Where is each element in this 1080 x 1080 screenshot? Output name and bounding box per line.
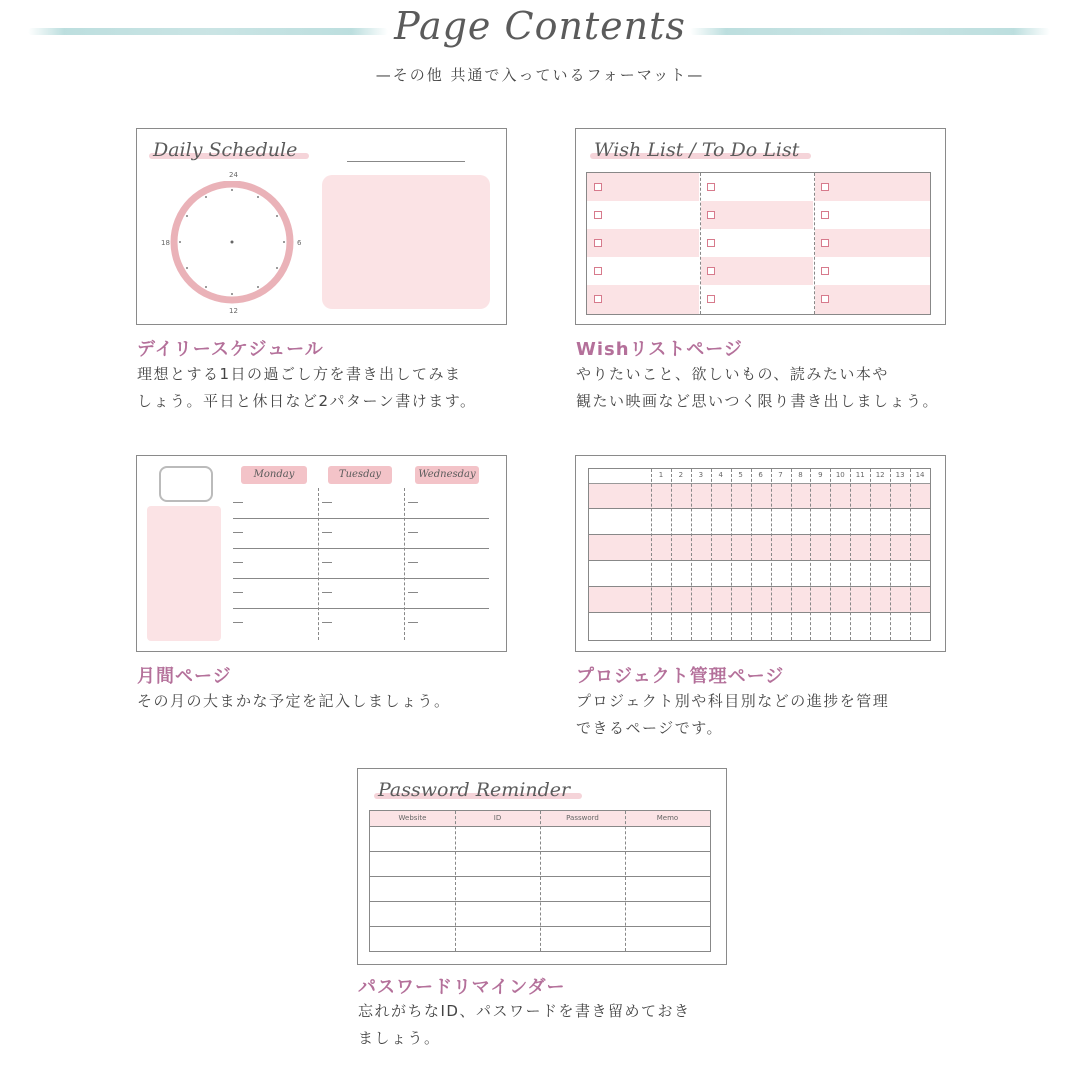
project-column-separator xyxy=(771,469,772,640)
project-column-separator xyxy=(791,469,792,640)
project-day-number: 4 xyxy=(718,471,723,479)
project-column-separator xyxy=(850,469,851,640)
password-col-memo: Memo xyxy=(656,814,679,822)
clock-face xyxy=(169,181,297,305)
password-card xyxy=(357,768,727,965)
project-column-separator xyxy=(711,469,712,640)
wish-list-card xyxy=(575,128,946,325)
project-day-number: 2 xyxy=(678,471,684,479)
daily-schedule-card xyxy=(136,128,507,325)
desc-line: 理想とする1日の過ごし方を書き出してみま xyxy=(137,365,462,383)
page-title: Page Contents xyxy=(394,4,686,48)
desc-line: できるページです。 xyxy=(576,719,724,737)
wish-list-grid xyxy=(586,172,931,315)
password-heading: パスワードリマインダー xyxy=(358,977,566,998)
project-column-separator xyxy=(810,469,811,640)
desc-line: やりたいこと、欲しいもの、読みたい本や xyxy=(576,365,889,383)
project-column-separator xyxy=(751,469,752,640)
project-day-number: 14 xyxy=(915,471,925,479)
password-card-title: Password Reminder xyxy=(378,779,570,801)
project-grid xyxy=(588,468,931,641)
project-day-number: 13 xyxy=(895,471,905,479)
checkbox[interactable] xyxy=(594,211,602,219)
checkbox[interactable] xyxy=(821,295,829,303)
desc-line: その月の大まかな予定を記入しましょう。 xyxy=(137,692,451,710)
desc-line: しょう。平日と休日など2パターン書けます。 xyxy=(137,392,477,410)
project-column-separator xyxy=(910,469,911,640)
project-column-separator xyxy=(671,469,672,640)
desc-line: ましょう。 xyxy=(358,1029,441,1047)
clock-label-top: 24 xyxy=(229,171,238,179)
password-col-website: Website xyxy=(398,814,427,822)
monthly-desc xyxy=(137,688,451,715)
password-desc xyxy=(358,998,690,1052)
password-col-password: Password xyxy=(566,814,599,822)
wish-list-heading: Wishリストページ xyxy=(576,339,743,360)
checkbox[interactable] xyxy=(594,183,602,191)
project-column-separator xyxy=(691,469,692,640)
checkbox[interactable] xyxy=(707,295,715,303)
project-day-number: 11 xyxy=(855,471,865,479)
checkbox[interactable] xyxy=(594,295,602,303)
checkbox[interactable] xyxy=(707,267,715,275)
project-day-number: 8 xyxy=(798,471,803,479)
checkbox[interactable] xyxy=(707,183,715,191)
clock-label-right: 6 xyxy=(297,239,302,247)
desc-line: プロジェクト別や科目別などの進捗を管理 xyxy=(576,692,890,710)
project-day-number: 9 xyxy=(818,471,823,479)
clock-label-left: 18 xyxy=(161,239,170,247)
desc-line: 観たい映画など思いつく限り書き出しましょう。 xyxy=(576,392,940,410)
checkbox[interactable] xyxy=(821,239,829,247)
page-subtitle: —その他 共通で入っているフォーマット— xyxy=(375,66,705,84)
project-column-separator xyxy=(830,469,831,640)
password-table xyxy=(369,810,711,952)
project-column-separator xyxy=(651,469,652,640)
daily-schedule-desc xyxy=(137,361,477,415)
monthly-notes-area xyxy=(147,506,221,641)
password-col-id: ID xyxy=(493,814,502,822)
checkbox[interactable] xyxy=(707,211,715,219)
wish-list-desc xyxy=(576,361,939,415)
project-day-number: 6 xyxy=(758,471,763,479)
checkbox[interactable] xyxy=(594,267,602,275)
day-header-tuesday: Tuesday xyxy=(328,466,392,484)
project-day-number: 10 xyxy=(835,471,845,479)
project-day-columns xyxy=(651,469,930,640)
project-column-separator xyxy=(731,469,732,640)
checkbox[interactable] xyxy=(594,239,602,247)
monthly-heading: 月間ページ xyxy=(137,666,232,687)
checkbox[interactable] xyxy=(821,211,829,219)
desc-line: 忘れがちなID、パスワードを書き留めておき xyxy=(358,1002,691,1020)
daily-schedule-heading: デイリースケジュール xyxy=(137,339,324,360)
project-day-number: 12 xyxy=(875,471,885,479)
daily-schedule-card-title: Daily Schedule xyxy=(153,139,297,161)
project-day-number: 3 xyxy=(698,471,704,479)
wish-list-card-title: Wish List / To Do List xyxy=(594,139,799,161)
schedule-notes-area xyxy=(322,175,490,309)
day-header-wednesday: Wednesday xyxy=(415,466,479,484)
month-label-box xyxy=(159,466,213,502)
project-column-separator xyxy=(870,469,871,640)
checkbox[interactable] xyxy=(707,239,715,247)
checkbox[interactable] xyxy=(821,183,829,191)
project-heading: プロジェクト管理ページ xyxy=(576,666,785,687)
project-card xyxy=(575,455,946,652)
project-desc xyxy=(576,688,889,742)
monthly-card xyxy=(136,455,507,652)
day-header-monday: Monday xyxy=(241,466,307,484)
project-day-number: 1 xyxy=(658,471,664,479)
project-day-number: 7 xyxy=(778,471,783,479)
date-line xyxy=(347,161,465,162)
project-day-number: 5 xyxy=(738,471,743,479)
project-column-separator xyxy=(890,469,891,640)
clock-label-bottom: 12 xyxy=(229,307,238,315)
checkbox[interactable] xyxy=(821,267,829,275)
